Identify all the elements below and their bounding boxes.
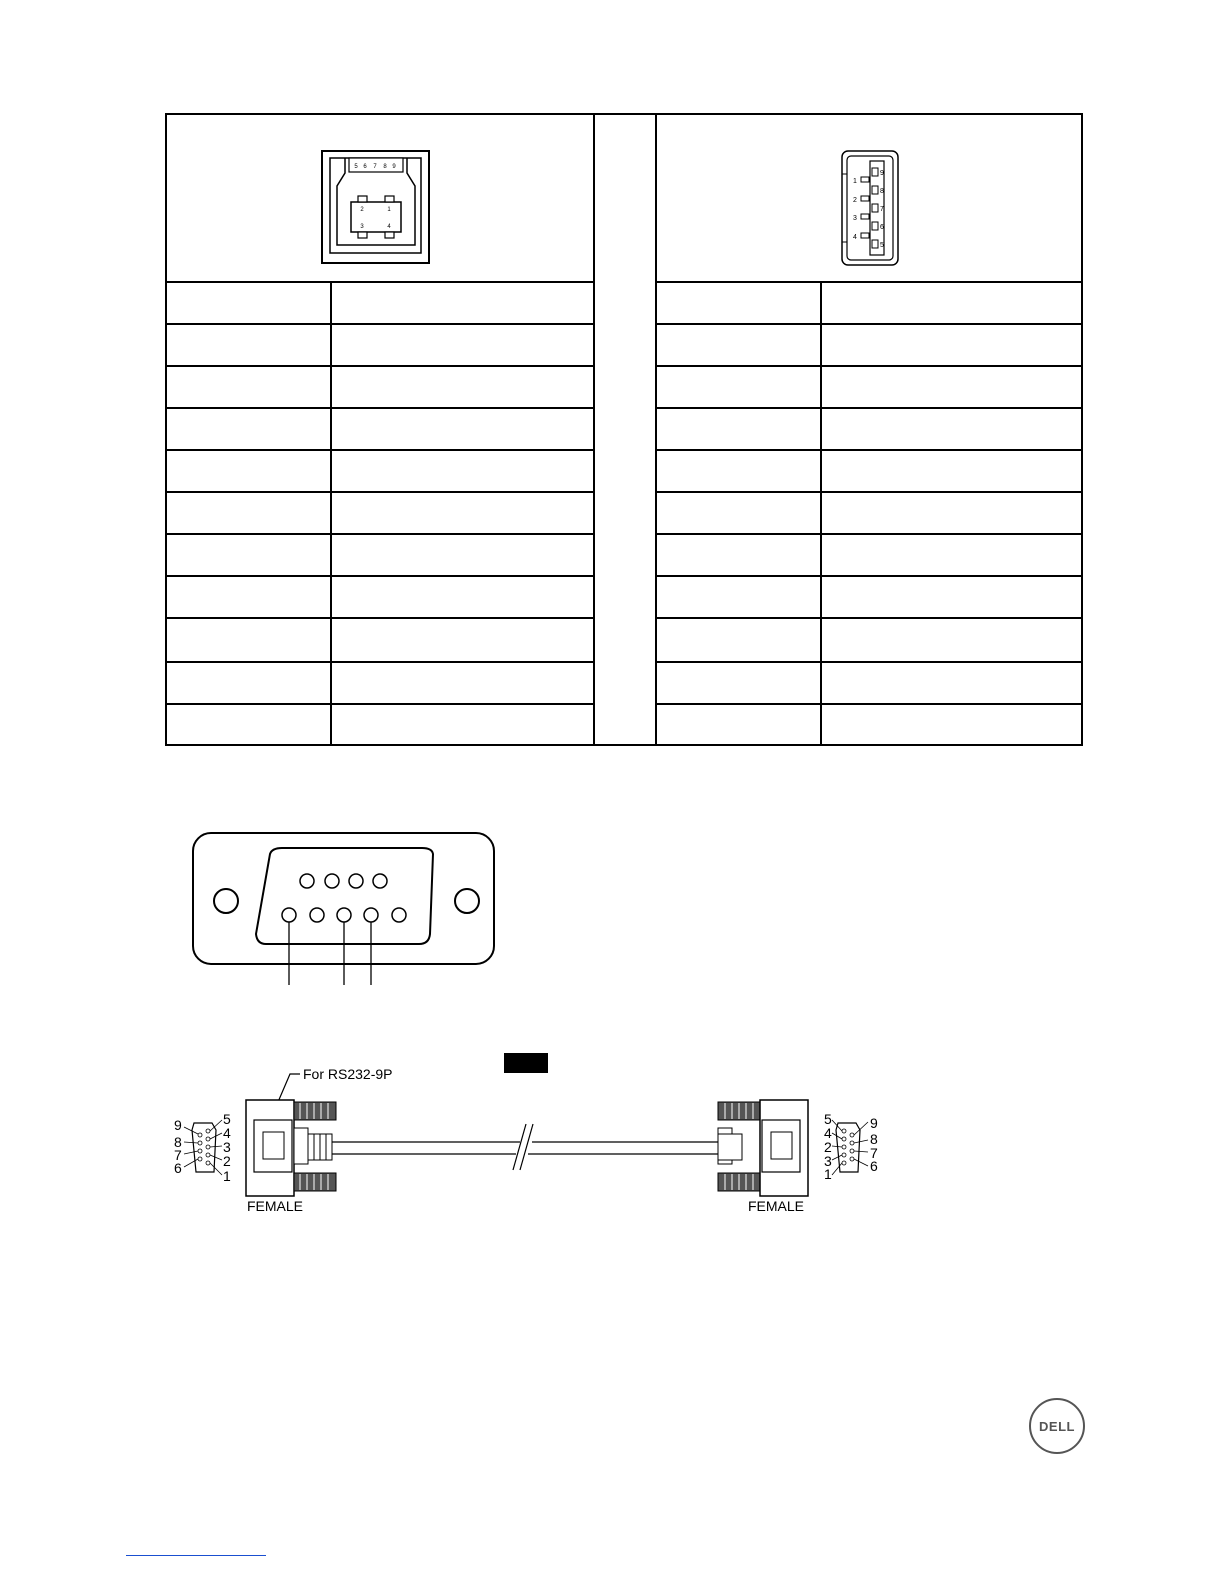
right-pin-2: 2 xyxy=(824,1139,832,1155)
right-pin-4: 4 xyxy=(824,1125,832,1141)
table-divider xyxy=(655,115,657,744)
cable-line xyxy=(332,1124,720,1170)
table-row-divider xyxy=(167,365,593,367)
usb-a-pin-1: 1 xyxy=(853,178,857,185)
right-connector-gender: FEMALE xyxy=(748,1198,805,1214)
usb-b-pin-3: 3 xyxy=(360,224,364,230)
table-divider xyxy=(593,115,595,744)
table-row-divider xyxy=(655,703,1081,705)
usb-a-pin-7: 7 xyxy=(880,206,884,213)
usb-a-pin-9: 9 xyxy=(880,170,884,177)
cable-note: For RS232-9P xyxy=(303,1066,393,1082)
right-pin-5: 5 xyxy=(824,1111,832,1127)
table-row-divider xyxy=(167,323,593,325)
db9-connector-face-diagram xyxy=(190,830,500,990)
mount-hole-icon xyxy=(455,889,479,913)
left-pin-4: 4 xyxy=(223,1125,231,1141)
right-pin-1: 1 xyxy=(824,1166,832,1182)
mount-hole-icon xyxy=(214,889,238,913)
right-pin-8: 8 xyxy=(870,1131,878,1147)
right-pin-9: 9 xyxy=(870,1115,878,1131)
usb-b-pin-2: 2 xyxy=(360,207,364,213)
table-row-divider xyxy=(167,449,593,451)
usb-b-connector-icon xyxy=(321,150,431,265)
table-row-divider xyxy=(167,281,593,283)
table-row-divider xyxy=(655,575,1081,577)
left-pin-1: 1 xyxy=(223,1168,231,1184)
table-row-divider xyxy=(655,491,1081,493)
usb-b-pin-5: 5 xyxy=(354,164,358,170)
usb-a-pin-5: 5 xyxy=(880,242,884,249)
rs232-cable-diagram xyxy=(170,1060,890,1220)
right-pin-6: 6 xyxy=(870,1158,878,1174)
table-row-divider xyxy=(655,449,1081,451)
left-pin-2: 2 xyxy=(223,1153,231,1169)
table-row-divider xyxy=(655,617,1081,619)
table-row-divider xyxy=(167,575,593,577)
usb-b-pin-7: 7 xyxy=(373,164,377,170)
dell-logo xyxy=(1028,1397,1086,1455)
left-pin-5: 5 xyxy=(223,1111,231,1127)
right-pin-3: 3 xyxy=(824,1153,832,1169)
usb-a-pin-6: 6 xyxy=(880,224,884,231)
table-row-divider xyxy=(167,661,593,663)
dell-logo-text: DELL xyxy=(1039,1419,1075,1434)
table-row-divider xyxy=(655,661,1081,663)
right-pin-7: 7 xyxy=(870,1145,878,1161)
left-pin-9: 9 xyxy=(174,1117,182,1133)
left-pin-6: 6 xyxy=(174,1160,182,1176)
table-row-divider xyxy=(167,703,593,705)
left-connector-gender: FEMALE xyxy=(247,1198,304,1214)
usb-a-pin-3: 3 xyxy=(853,215,857,222)
usb-a-pin-8: 8 xyxy=(880,188,884,195)
table-row-divider xyxy=(167,533,593,535)
table-row-divider xyxy=(167,617,593,619)
left-db9-connector-icon xyxy=(174,1100,336,1214)
table-row-divider xyxy=(655,533,1081,535)
table-row-divider xyxy=(655,323,1081,325)
pin-assignment-table xyxy=(165,113,1083,746)
table-row-divider xyxy=(655,365,1081,367)
table-divider xyxy=(330,281,332,744)
usb-a-pin-4: 4 xyxy=(853,234,857,241)
usb-a-pin-2: 2 xyxy=(853,197,857,204)
left-pin-7: 7 xyxy=(174,1147,182,1163)
table-divider xyxy=(820,281,822,744)
table-row-divider xyxy=(167,491,593,493)
footer-link[interactable] xyxy=(126,1555,266,1556)
usb-b-pin-8: 8 xyxy=(383,164,387,170)
table-row-divider xyxy=(167,407,593,409)
usb-b-pin-4: 4 xyxy=(387,224,391,230)
table-row-divider xyxy=(655,281,1081,283)
usb-a-connector-icon xyxy=(839,148,901,270)
usb-b-pin-1: 1 xyxy=(387,207,391,213)
right-db9-connector-icon xyxy=(718,1100,878,1214)
usb-b-pin-6: 6 xyxy=(363,164,367,170)
left-pin-8: 8 xyxy=(174,1134,182,1150)
usb-b-pin-9: 9 xyxy=(392,164,396,170)
table-row-divider xyxy=(655,407,1081,409)
left-pin-3: 3 xyxy=(223,1139,231,1155)
